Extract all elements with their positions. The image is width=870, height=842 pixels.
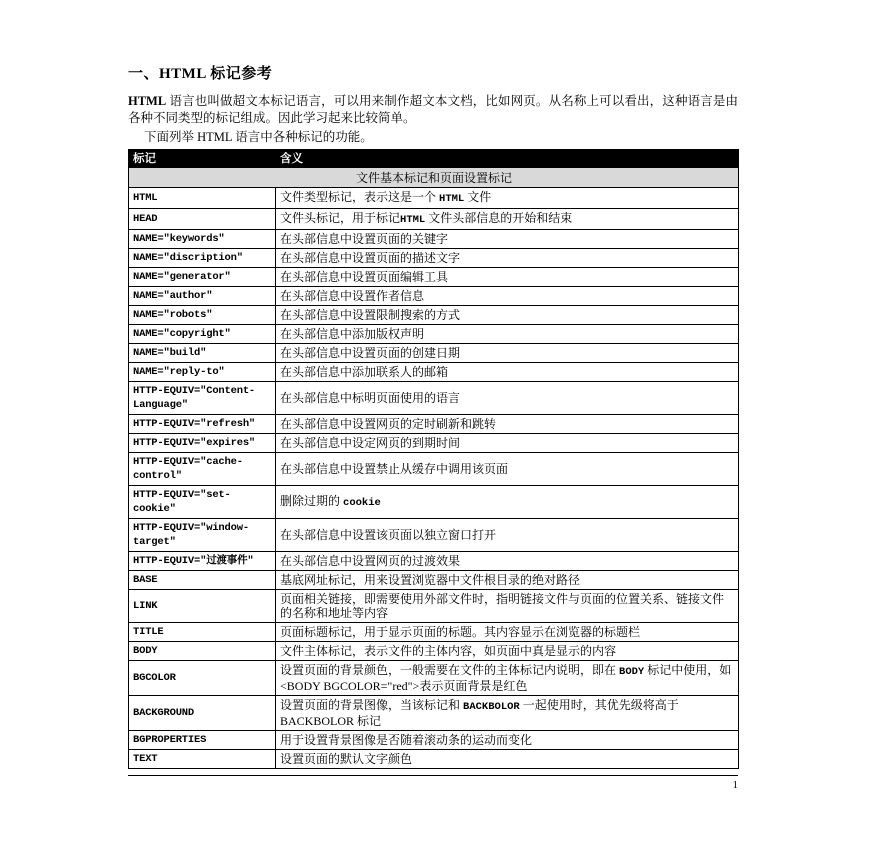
tag-description: 在头部信息中设置页面编辑工具 bbox=[276, 268, 739, 287]
tag-name: NAME="generator" bbox=[129, 268, 276, 287]
desc-pre: 删除过期的 bbox=[280, 494, 344, 508]
tag-name: TITLE bbox=[129, 623, 276, 642]
table-row bbox=[129, 268, 739, 287]
column-header-tag: 标记 bbox=[129, 150, 276, 168]
tag-name: HTTP-EQUIV="cache-control" bbox=[129, 453, 276, 486]
tag-name: NAME="build" bbox=[129, 344, 276, 363]
tag-description: 在头部信息中添加联系人的邮箱 bbox=[276, 363, 739, 382]
tag-description: 在头部信息中添加版权声明 bbox=[276, 325, 739, 344]
table-row bbox=[129, 344, 739, 363]
document-content bbox=[128, 62, 738, 769]
table-row bbox=[129, 249, 739, 268]
tag-description: 在头部信息中设置禁止从缓存中调用该页面 bbox=[276, 453, 739, 486]
tag-name: LINK bbox=[129, 590, 276, 623]
table-row bbox=[129, 209, 739, 230]
table-row bbox=[129, 453, 739, 486]
lead-in-paragraph bbox=[128, 129, 738, 146]
desc-pre: 设置页面的背景颜色，一般需要在文件的主体标记内说明，即在 bbox=[280, 663, 620, 677]
tag-name: HTTP-EQUIV="window-target" bbox=[129, 519, 276, 552]
tag-name: HTTP-EQUIV="Content-Language" bbox=[129, 382, 276, 415]
tag-description: 用于设置背景图像是否随着滚动条的运动而变化 bbox=[276, 731, 739, 750]
tag-name: HEAD bbox=[129, 209, 276, 230]
table-row bbox=[129, 750, 739, 769]
table-row bbox=[129, 571, 739, 590]
desc-pre: 文件类型标记，表示这是一个 bbox=[280, 190, 440, 204]
lead-in-keyword: HTML bbox=[197, 130, 233, 144]
lead-in-post: 语言中各种标记的功能。 bbox=[232, 130, 373, 144]
table-section-row bbox=[129, 168, 739, 188]
intro-text: 语言也叫做超文本标记语言，可以用来制作超文本文档，比如网页。从名称上可以看出，这种语言是由各种不同类型的标记组成。因此学习起来比较简单。 bbox=[128, 94, 738, 125]
desc-post: 一起使用时，其优先级将高于 BACKBOLOR 标记 bbox=[280, 698, 679, 728]
table-row bbox=[129, 642, 739, 661]
tag-name: BACKGROUND bbox=[129, 696, 276, 731]
desc-bold: HTML bbox=[400, 214, 426, 226]
tag-name: HTTP-EQUIV="expires" bbox=[129, 434, 276, 453]
tag-description: 在头部信息中设置该页面以独立窗口打开 bbox=[276, 519, 739, 552]
desc-bold: HTML bbox=[439, 193, 465, 205]
table-row bbox=[129, 415, 739, 434]
intro-keyword: HTML bbox=[128, 94, 167, 108]
tag-description: 在头部信息中设置页面的描述文字 bbox=[276, 249, 739, 268]
page-number: 1 bbox=[732, 779, 738, 791]
table-row bbox=[129, 731, 739, 750]
tag-name: HTTP-EQUIV="过渡事件" bbox=[129, 552, 276, 571]
table-row bbox=[129, 519, 739, 552]
tag-description: 在头部信息中设定网页的到期时间 bbox=[276, 434, 739, 453]
tag-description: 在头部信息中设置页面的创建日期 bbox=[276, 344, 739, 363]
table-row bbox=[129, 623, 739, 642]
table-row bbox=[129, 382, 739, 415]
tag-description bbox=[276, 486, 739, 519]
tag-name: HTML bbox=[129, 188, 276, 209]
tag-description: 页面相关链接，即需要使用外部文件时，指明链接文件与页面的位置关系、链接文件的名称和地址等内容 bbox=[276, 590, 739, 623]
desc-bold: cookie bbox=[343, 497, 381, 509]
tag-name: HTTP-EQUIV="refresh" bbox=[129, 415, 276, 434]
tag-name: NAME="keywords" bbox=[129, 230, 276, 249]
table-header-row bbox=[129, 150, 739, 168]
page-title: 一、HTML 标记参考 bbox=[128, 66, 273, 82]
table-row bbox=[129, 306, 739, 325]
table-row bbox=[129, 325, 739, 344]
footer-divider bbox=[128, 775, 738, 776]
desc-pre: 文件头标记，用于标记 bbox=[280, 211, 401, 225]
desc-post: 文件头部信息的开始和结束 bbox=[425, 211, 573, 225]
tag-description: 在头部信息中设置限制搜索的方式 bbox=[276, 306, 739, 325]
table-row bbox=[129, 696, 739, 731]
tag-name: NAME="author" bbox=[129, 287, 276, 306]
table-row bbox=[129, 230, 739, 249]
tag-name: BASE bbox=[129, 571, 276, 590]
table-row bbox=[129, 486, 739, 519]
table-row bbox=[129, 287, 739, 306]
table-row bbox=[129, 434, 739, 453]
lead-in-pre: 下面列举 bbox=[144, 130, 198, 144]
tag-name: BGPROPERTIES bbox=[129, 731, 276, 750]
desc-post: 标记中使用，如<BODY BGCOLOR="red">表示页面背景是红色 bbox=[280, 663, 732, 693]
desc-pre: 设置页面的背景图像，当该标记和 bbox=[280, 698, 464, 712]
tag-description: 在头部信息中设置网页的过渡效果 bbox=[276, 552, 739, 571]
column-header-meaning: 含义 bbox=[276, 150, 739, 168]
desc-bold: BACKBOLOR bbox=[463, 701, 520, 713]
table-row bbox=[129, 590, 739, 623]
table-row bbox=[129, 552, 739, 571]
table-row bbox=[129, 363, 739, 382]
tag-description: 在头部信息中标明页面使用的语言 bbox=[276, 382, 739, 415]
tag-description: 在头部信息中设置页面的关键字 bbox=[276, 230, 739, 249]
tag-description: 基底网址标记，用来设置浏览器中文件根目录的绝对路径 bbox=[276, 571, 739, 590]
tag-name: NAME="robots" bbox=[129, 306, 276, 325]
tag-description bbox=[276, 661, 739, 696]
table-row bbox=[129, 661, 739, 696]
tag-description bbox=[276, 696, 739, 731]
tag-description bbox=[276, 188, 739, 209]
tag-name: BGCOLOR bbox=[129, 661, 276, 696]
tag-description: 设置页面的默认文字颜色 bbox=[276, 750, 739, 769]
desc-post: 文件 bbox=[464, 190, 492, 204]
tag-reference-table bbox=[128, 149, 739, 769]
intro-paragraph bbox=[128, 93, 738, 127]
tag-description: 文件主体标记，表示文件的主体内容，如页面中真是显示的内容 bbox=[276, 642, 739, 661]
tag-name: NAME="reply-to" bbox=[129, 363, 276, 382]
tag-description: 在头部信息中设置网页的定时刷新和跳转 bbox=[276, 415, 739, 434]
tag-description bbox=[276, 209, 739, 230]
tag-name: BODY bbox=[129, 642, 276, 661]
desc-bold: BODY bbox=[619, 666, 645, 678]
tag-name: NAME="copyright" bbox=[129, 325, 276, 344]
section-title: 文件基本标记和页面设置标记 bbox=[129, 168, 739, 188]
tag-description: 在头部信息中设置作者信息 bbox=[276, 287, 739, 306]
tag-name: TEXT bbox=[129, 750, 276, 769]
tag-description: 页面标题标记，用于显示页面的标题。其内容显示在浏览器的标题栏 bbox=[276, 623, 739, 642]
tag-name: HTTP-EQUIV="set-cookie" bbox=[129, 486, 276, 519]
table-row bbox=[129, 188, 739, 209]
tag-name: NAME="discription" bbox=[129, 249, 276, 268]
